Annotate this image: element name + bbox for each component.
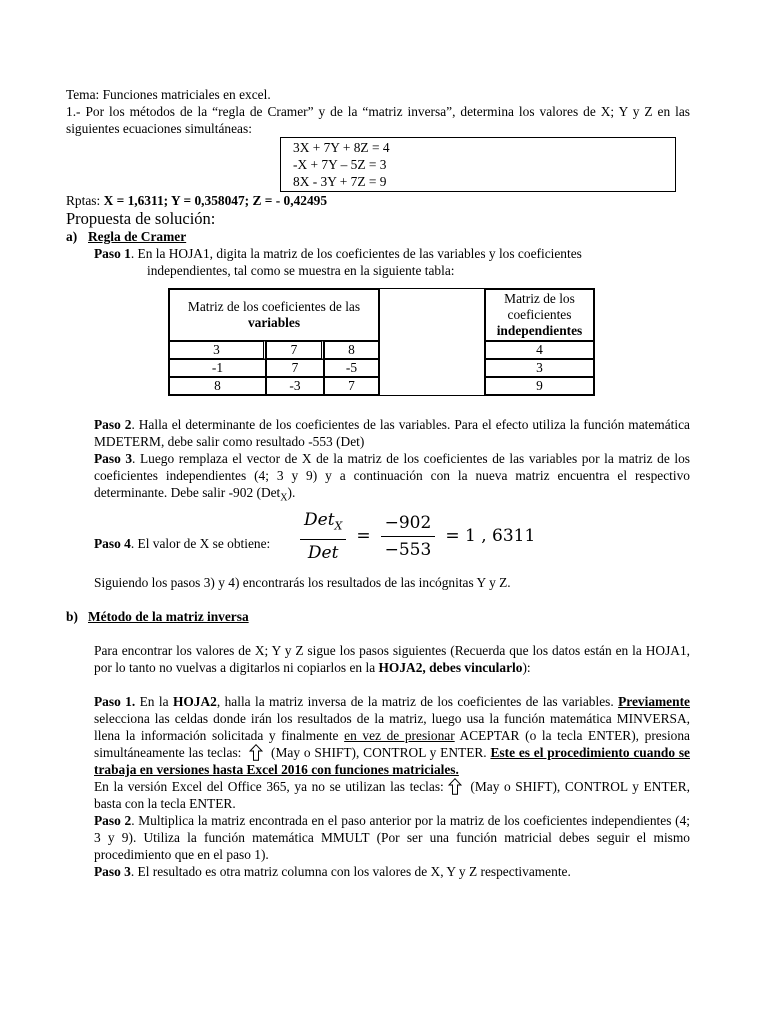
- section-b-paso3: Paso 3. El resultado es otra matriz columna con los valores de X, Y y Z respectivamente.: [94, 863, 571, 879]
- section-a-paso2: Paso 2. Halla el determinante de los coeficientes de las variables. Para el efecto utiliza la función matemática MDETERM, debe salir como resultado -553 (Det): [94, 417, 690, 449]
- section-a-paso1: Paso 1. En la HOJA1, digita la matriz de los coeficientes de las variables y los coeficientes independientes, tal como se muestra en la siguiente tabla:: [94, 246, 582, 278]
- table-row: -1 7 -5 3: [169, 359, 594, 377]
- equations-box: [280, 137, 676, 192]
- tema: Tema: Funciones matriciales en excel.: [66, 87, 271, 102]
- table-spacer: [379, 289, 485, 395]
- section-a-heading: a) Regla de Cramer: [66, 229, 187, 244]
- section-b-body: [66, 642, 690, 880]
- formula-math: $\frac{Det_X}{\text{Det}}$ = $\frac{-902}{-553}$ = 1 , 6311: [296, 509, 541, 564]
- shift-arrow-icon: [448, 778, 462, 795]
- equation-1: 3X + 7Y + 8Z = 4: [293, 140, 390, 155]
- table-row: 8 -3 7 9: [169, 377, 594, 395]
- section-b-paso2: Paso 2. Multiplica la matriz encontrada en el paso anterior por la matriz de los coeficientes independientes (4; 3 y 9). Utiliza la función matemática MMULT (Por ser una función matricial debes seguir el mismo procedimiento que en el paso 1).: [94, 812, 690, 862]
- determinant-formula: [66, 507, 690, 564]
- problem-statement: 1.- Por los métodos de la “regla de Cramer” y de la “matriz inversa”, determina los valores de X; Y y Z en las siguientes ecuaciones simultáneas:: [66, 104, 690, 136]
- section-a-siguiendo: Siguiendo los pasos 3) y 4) encontrarás los resultados de las incógnitas Y y Z.: [94, 574, 511, 590]
- document-page: [66, 86, 690, 880]
- shift-arrow-icon: [249, 744, 263, 761]
- section-b-office365: En la versión Excel del Office 365, ya no se utilizan las teclas: (May o SHIFT), CONTROL y ENTER, basta con la tecla ENTER.: [94, 778, 690, 811]
- equation-2: -X + 7Y – 5Z = 3: [293, 157, 387, 172]
- section-a-paso3: Paso 3. Luego remplaza el vector de X de la matriz de los coeficientes de las variables por la matriz de los coeficientes independientes (4; 3 y 9) y a continuación con la nueva matriz encuentra el respectivo determinante. Debe salir -902 (Det$_X$).: [94, 451, 690, 504]
- propuesta-heading: Propuesta de solución:: [66, 209, 216, 228]
- coefficients-table: [168, 288, 595, 396]
- section-b-paso1: Paso 1. En la HOJA2, halla la matriz inversa de la matriz de los coeficientes de las variables. Previamente selecciona las celdas donde irán los resultados de la matriz, luego usa la función matemática MINVERSA, llena la información solicitada y finalmente en vez de presionar ACEPTAR (o la tecla ENTER), presiona simultáneamente las teclas: (May o SHIFT), CONTROL y ENTER. Este es el procedimiento cuando se trabaja en versiones hasta Excel 2016 con funciones matriciales.: [94, 693, 690, 777]
- table-row: 3 7 8 4: [169, 341, 594, 359]
- section-a-paso2-3: [66, 416, 690, 507]
- section-b-intro: Para encontrar los valores de X; Y y Z sigue los pasos siguientes (Recuerda que los datos están en la HOJA1, por lo tanto no vuelvas a digitarlos ni copiarlos en la HOJA2, debes vincularlo):: [94, 642, 690, 675]
- table-header-variables: Matriz de los coeficientes de las variables: [169, 289, 379, 341]
- table-header-independientes: Matriz de los coeficientes independientes: [485, 289, 594, 341]
- answers: Rptas: X = 1,6311; Y = 0,358047; Z = - 0,42495: [66, 193, 328, 208]
- section-b-heading: b) Método de la matriz inversa: [66, 608, 249, 624]
- equation-3: 8X - 3Y + 7Z = 9: [293, 174, 387, 189]
- section-a-paso4: Paso 4. El valor de X se obtiene:: [94, 535, 271, 551]
